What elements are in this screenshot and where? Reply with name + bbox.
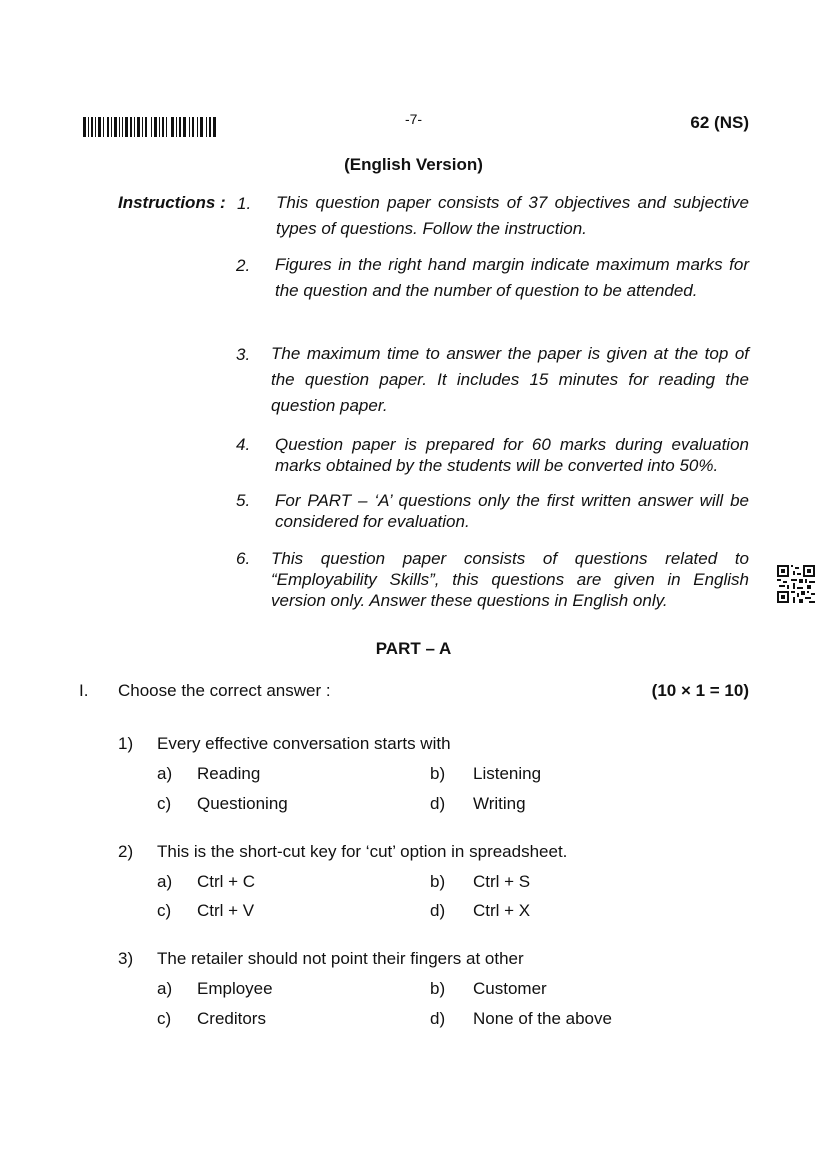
instruction-text-4: Question paper is prepared for 60 marks during evaluation marks obtained by the students will be converted into 50%.	[275, 435, 749, 475]
option-text: Ctrl + V	[197, 901, 255, 920]
instruction-text-2: Figures in the right hand margin indicate maximum marks for the question and the number of question to be attended.	[275, 255, 749, 300]
instruction-num-5: 5.	[236, 491, 251, 510]
question-number: 3)	[118, 949, 134, 968]
question-text: The retailer should not point their fingers at other	[157, 949, 524, 968]
option-label: c)	[157, 1009, 172, 1028]
option-label: a)	[157, 764, 173, 783]
option-label: c)	[157, 901, 172, 920]
version-title: (English Version)	[344, 155, 483, 174]
instruction-text-5: For PART – ‘A’ questions only the first written answer will be considered for evaluation.	[275, 491, 749, 531]
option-label: b)	[430, 872, 446, 891]
question-text: Every effective conversation starts with	[157, 734, 451, 753]
option-label: d)	[430, 794, 446, 813]
option-text: Reading	[197, 764, 261, 783]
qr-code-image	[777, 565, 815, 603]
option-label: b)	[430, 979, 446, 998]
option-label: d)	[430, 901, 446, 920]
instruction-num-4: 4.	[236, 435, 251, 454]
question-number: 1)	[118, 734, 134, 753]
option-text: Customer	[473, 979, 547, 998]
option-text: Creditors	[197, 1009, 266, 1028]
option-text: Questioning	[197, 794, 288, 813]
option-label: b)	[430, 764, 446, 783]
option-label: c)	[157, 794, 172, 813]
option-text: Employee	[197, 979, 273, 998]
question-text: This is the short-cut key for ‘cut’ option in spreadsheet.	[157, 842, 568, 861]
instruction-num-2: 2.	[236, 256, 251, 275]
instruction-text-6: This question paper consists of questions related to “Employability Skills”, this questions are given in English version only. Answer these questions in English only.	[271, 549, 749, 610]
part-a-title: PART – A	[375, 639, 452, 658]
option-text: Listening	[473, 764, 542, 783]
instruction-text-3: The maximum time to answer the paper is given at the top of the question paper. It includes 15 minutes for reading the question paper.	[271, 344, 749, 415]
instruction-num-3: 3.	[236, 345, 251, 364]
instruction-num-6: 6.	[236, 549, 251, 568]
option-text: Ctrl + X	[473, 901, 531, 920]
section-prompt: Choose the correct answer :	[118, 681, 331, 700]
paper-code: 62 (NS)	[690, 113, 749, 132]
section-number: I.	[79, 681, 89, 700]
option-label: a)	[157, 979, 173, 998]
instructions-label: Instructions :	[118, 193, 226, 212]
option-label: d)	[430, 1009, 446, 1028]
option-text: Ctrl + S	[473, 872, 531, 891]
section-marks: (10 × 1 = 10)	[651, 681, 749, 700]
option-label: a)	[157, 872, 173, 891]
instruction-num-1: 1.	[237, 194, 252, 213]
question-number: 2)	[118, 842, 134, 861]
instruction-text-1: This question paper consists of 37 objectives and subjective types of questions. Follow the instruction.	[276, 193, 749, 238]
option-text: Ctrl + C	[197, 872, 256, 891]
option-text: None of the above	[473, 1009, 612, 1028]
option-text: Writing	[473, 794, 526, 813]
page-number: -7-	[404, 111, 423, 127]
